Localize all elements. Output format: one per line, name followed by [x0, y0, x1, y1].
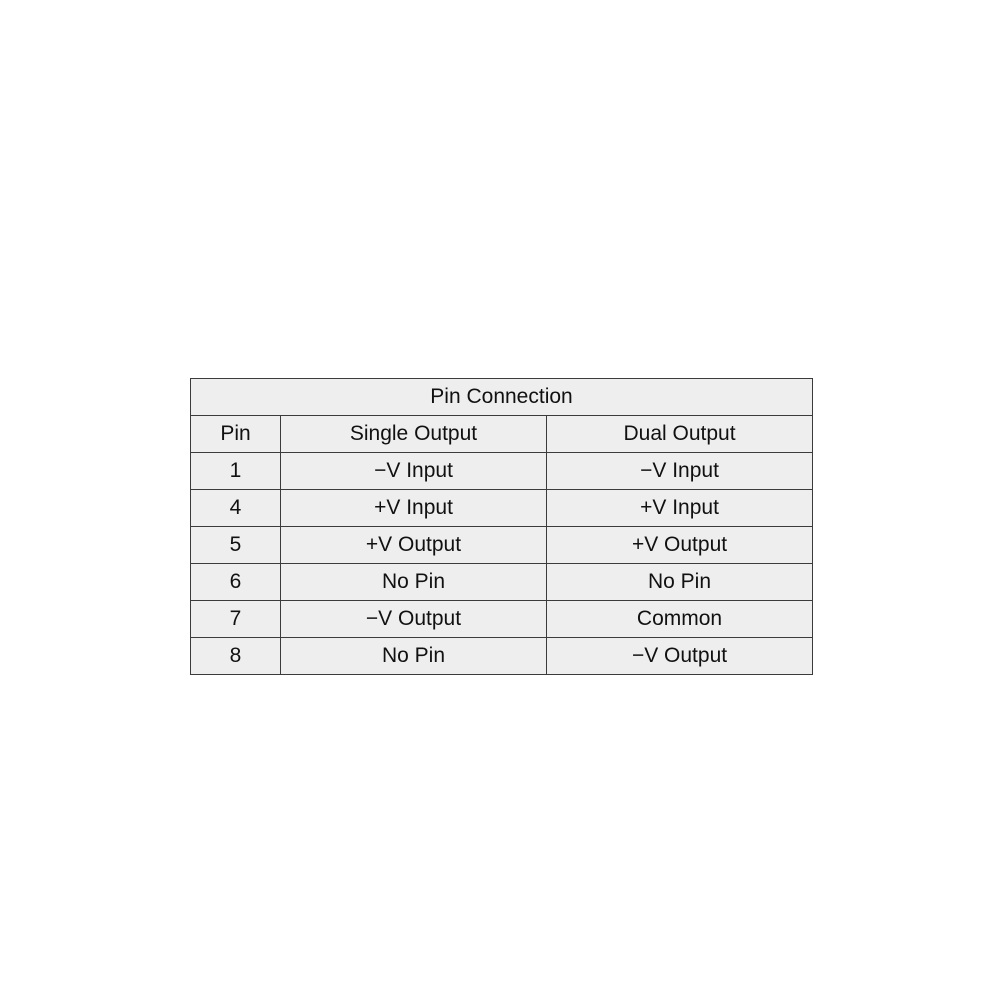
table-header-row: [191, 416, 813, 453]
cell-dual-output: −V Input: [547, 453, 813, 490]
column-header-dual-output: Dual Output: [547, 416, 813, 453]
cell-single-output: No Pin: [281, 638, 547, 675]
cell-pin: 6: [191, 564, 281, 601]
table-row: [191, 564, 813, 601]
cell-single-output: No Pin: [281, 564, 547, 601]
cell-pin: 1: [191, 453, 281, 490]
column-header-single-output: Single Output: [281, 416, 547, 453]
cell-dual-output: Common: [547, 601, 813, 638]
column-header-pin: Pin: [191, 416, 281, 453]
table-row: [191, 601, 813, 638]
table-row: [191, 638, 813, 675]
pin-connection-table-container: [190, 378, 812, 675]
table-row: [191, 490, 813, 527]
table-title: Pin Connection: [191, 379, 813, 416]
cell-dual-output: +V Input: [547, 490, 813, 527]
cell-single-output: −V Input: [281, 453, 547, 490]
cell-pin: 7: [191, 601, 281, 638]
cell-dual-output: No Pin: [547, 564, 813, 601]
cell-dual-output: −V Output: [547, 638, 813, 675]
table-title-row: [191, 379, 813, 416]
table-row: [191, 527, 813, 564]
cell-pin: 5: [191, 527, 281, 564]
cell-single-output: +V Output: [281, 527, 547, 564]
cell-pin: 8: [191, 638, 281, 675]
cell-single-output: +V Input: [281, 490, 547, 527]
cell-single-output: −V Output: [281, 601, 547, 638]
cell-dual-output: +V Output: [547, 527, 813, 564]
cell-pin: 4: [191, 490, 281, 527]
table-row: [191, 453, 813, 490]
pin-connection-table: [190, 378, 813, 675]
